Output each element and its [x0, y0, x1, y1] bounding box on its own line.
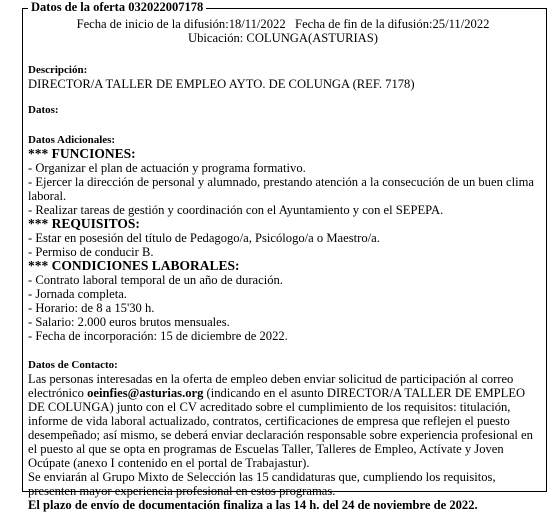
deadline-text: El plazo de envío de documentación finaliza a las 14 h. del 24 de noviembre de 2022. [28, 498, 478, 512]
description-label: Descripción: [28, 64, 88, 76]
contact-label: Datos de Contacto: [28, 359, 118, 371]
additional-label: Datos Adicionales: [28, 134, 116, 146]
condition-item: - Contrato laboral temporal de un año de duración. [28, 273, 283, 287]
contact-paragraph-2: Se enviarán al Grupo Mixto de Selección las 15 candidaturas que, cumpliendo los requisitos, presenten mayor experiencia profesional en estos programas. [28, 470, 496, 498]
contact-paragraph-1 [28, 372, 538, 470]
contact-text-a: Las personas interesadas en la oferta de empleo deben enviar solicitud de participación al correo electrónico [28, 372, 514, 400]
function-item: - Organizar el plan de actuación y programa formativo. [28, 161, 306, 175]
data-label: Datos: [28, 104, 59, 116]
function-item: - Ejercer la dirección de personal y alumnado, prestando atención a la consecución de un buen clima laboral. [28, 175, 534, 203]
offer-content [28, 15, 538, 512]
conditions-title: *** CONDICIONES LABORALES: [28, 258, 240, 273]
offer-legend: Datos de la oferta 032022007178 [28, 0, 206, 14]
function-item: - Realizar tareas de gestión y coordinación con el Ayuntamiento y con el SEPEPA. [28, 203, 444, 217]
requirements-title: *** REQUISITOS: [28, 216, 140, 231]
dates-line: Fecha de inicio de la difusión:18/11/2022 Fecha de fin de la difusión:25/11/2022 [76, 17, 490, 31]
condition-item: - Jornada completa. [28, 287, 127, 301]
requirement-item: - Estar en posesión del título de Pedagogo/a, Psicólogo/a o Maestro/a. [28, 231, 380, 245]
description-text: DIRECTOR/A TALLER DE EMPLEO AYTO. DE COLUNGA (REF. 7178) [28, 77, 415, 91]
condition-item: - Horario: de 8 a 15'30 h. [28, 301, 155, 315]
contact-text-b: (indicando en el asunto DIRECTOR/A TALLER DE EMPLEO DE COLUNGA) junto con el CV acreditado sobre el cumplimiento de los requisitos: titulación, informe de vida laboral actualizado, contratos, certificaciones de empresa que reflejen el puesto desempeñado; así mismo, se deberá enviar declaración responsable sobre experiencia profesional en el puesto al que se opta en programas de Escuelas Taller, Talleres de Empleo, Actívate y Joven Ocúpate (anexo I contenido en el portal de Trabajastur). [28, 386, 533, 470]
functions-title: *** FUNCIONES: [28, 146, 136, 161]
condition-item: - Salario: 2.000 euros brutos mensuales. [28, 315, 230, 329]
condition-item: - Fecha de incorporación: 15 de diciembre de 2022. [28, 329, 288, 343]
requirement-item: - Permiso de conducir B. [28, 245, 154, 259]
contact-email: oeinfies@asturias.org [87, 386, 204, 400]
location-line: Ubicación: COLUNGA(ASTURIAS) [188, 31, 378, 45]
